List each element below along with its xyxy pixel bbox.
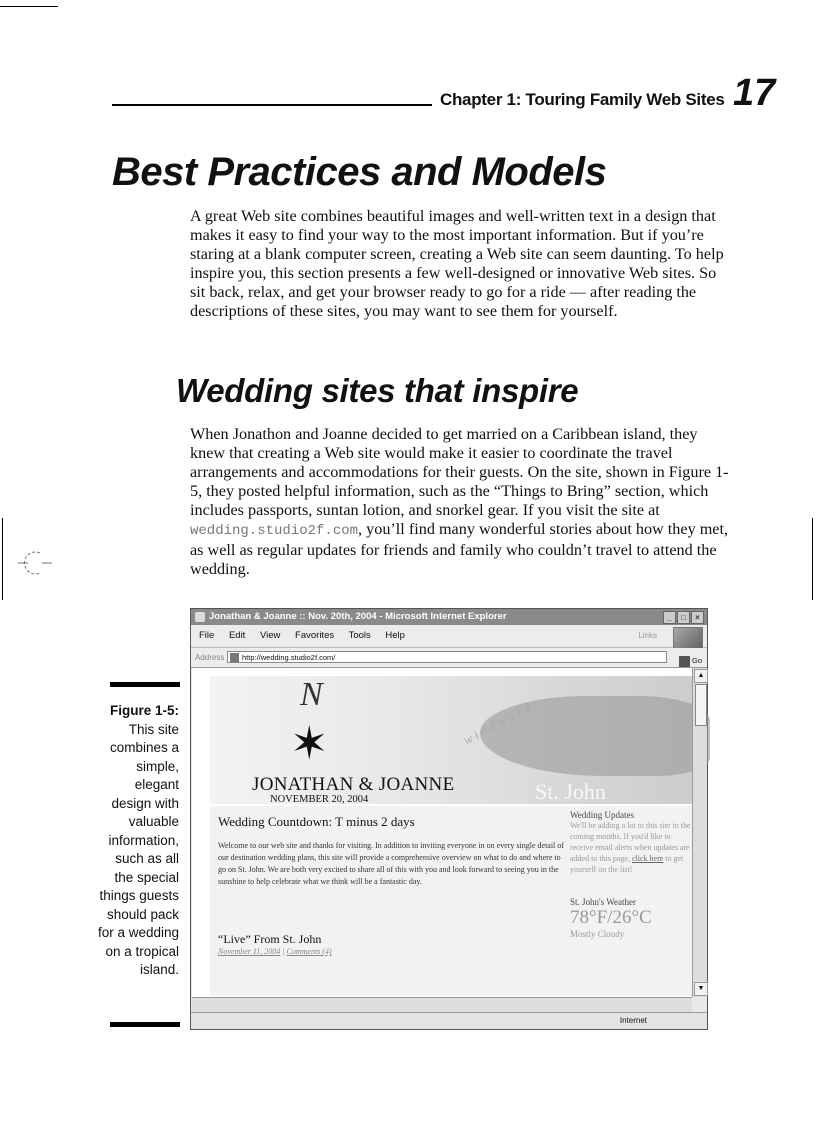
address-label: Address (195, 653, 225, 662)
intro-paragraph (190, 207, 730, 321)
menu-help[interactable]: Help (385, 630, 405, 641)
updates-body (570, 820, 695, 875)
subsection-heading: Wedding sites that inspire (176, 372, 579, 409)
registration-mark (14, 550, 54, 576)
maximize-icon[interactable]: □ (677, 611, 690, 624)
island-name: St. John (535, 779, 606, 804)
scroll-down-icon[interactable]: ▼ (694, 982, 708, 996)
scroll-up-icon[interactable]: ▲ (694, 669, 708, 683)
countdown-heading: Wedding Countdown: T minus 2 days (218, 814, 415, 829)
welcome-text: Welcome to our web site and thanks for visiting. In addition to inviting everyone in on every single detail of our destination wedding plans, this site will provide a comprehensive overview on what to do and where to go on St. John. We are both very excited to share all of this with you and look forward to seeing you in the sunshine to help celebrate what we think will be a fantastic day. (218, 841, 564, 886)
links-button[interactable]: Links (638, 631, 657, 640)
wedding-text-1: When Jonathon and Joanne decided to get married on a Caribbean island, they knew that creating a Web site would make it easier to coordinate the travel arrangements and accommodations for their guests. On the site, shown in Figure 1-5, they posted helpful information, such as the “Things to Bring” section, which includes passports, suntan lotion, and snorkel gear. If you visit the site at (190, 425, 729, 519)
scroll-thumb[interactable] (695, 684, 707, 726)
menu-bar (191, 625, 707, 648)
close-icon[interactable]: × (691, 611, 704, 624)
compass-letter: N (300, 676, 323, 713)
main-column (218, 806, 568, 956)
updates-tail: to get yourself on the list! (570, 854, 684, 874)
site-header (210, 676, 700, 804)
crop-mark-right-edge (812, 518, 813, 600)
page-number: 17 (733, 72, 776, 114)
live-post-date[interactable]: November 11, 2004 (218, 947, 281, 956)
wedding-text-2: , you’ll find many wonderful stories about how they met, as well as regular updates for friends and family who couldn’t travel to attend the wedding. (190, 520, 729, 578)
section-heading: Best Practices and Models (112, 150, 607, 194)
wedding-date: NOVEMBER 20, 2004 (270, 794, 369, 805)
go-label: Go (691, 656, 702, 665)
horizontal-scrollbar[interactable] (192, 997, 692, 1012)
live-post-comments[interactable]: Comments (4) (286, 947, 332, 956)
updates-title: Wedding Updates (570, 810, 635, 820)
live-post-meta: November 11, 2004 | Comments (4) (218, 947, 332, 956)
page-icon (230, 653, 239, 662)
wedding-paragraph (190, 425, 730, 579)
status-zone: Internet (619, 1016, 647, 1025)
weather-condition: Mostly Cloudy (570, 929, 625, 939)
address-bar (191, 648, 707, 668)
wedding-url[interactable]: wedding.studio2f.com (190, 523, 359, 539)
figure-caption (96, 702, 179, 980)
map-decoration: w i n d w a r d (460, 699, 534, 748)
live-post-title[interactable]: “Live” From St. John (218, 932, 322, 946)
couple-name: JONATHAN & JOANNE (252, 774, 455, 795)
crop-mark-left-edge (2, 518, 3, 600)
caption-text: This site combines a simple, elegant design with valuable information, such as all the special things guests should pack for a wedding on a tropical island. (97, 721, 179, 977)
page-viewport (192, 668, 692, 997)
caption-label: Figure 1-5: (109, 703, 179, 718)
browser-window (190, 608, 708, 1030)
menu-tools[interactable]: Tools (348, 630, 371, 641)
minimize-icon[interactable]: _ (663, 611, 676, 624)
caption-rule-bottom (110, 1022, 180, 1027)
updates-link[interactable]: click here (631, 854, 664, 863)
running-head: Chapter 1: Touring Family Web Sites (440, 90, 725, 109)
intro-text: A great Web site combines beautiful images and well-written text in a design that makes it easy to find your way to the most important information. But if you’re staring at a blank computer screen, creating a Web site can seem daunting. To help inspire you, this section presents a few well-designed or innovative Web sites. So sit back, relax, and get your browser ready to go for a ride — after reading the descriptions of these sites, you may want to see them for yourself. (190, 207, 724, 320)
vertical-scrollbar[interactable] (692, 668, 707, 997)
menu-edit[interactable]: Edit (228, 630, 246, 641)
running-head-rule (112, 104, 432, 106)
crop-mark-top-left (0, 6, 58, 7)
go-arrow-icon (679, 656, 690, 667)
sidebar (570, 806, 695, 939)
address-value: http://wedding.studio2f.com/ (242, 653, 336, 662)
address-input[interactable] (227, 651, 667, 663)
site-content (210, 806, 700, 996)
weather-temp: 78°F/26°C (570, 907, 652, 928)
menu-favorites[interactable]: Favorites (295, 630, 335, 641)
menu-file[interactable]: File (199, 630, 215, 641)
menu-view[interactable]: View (259, 630, 281, 641)
window-title: Jonathan & Joanne :: Nov. 20th, 2004 - Microsoft Internet Explorer (209, 611, 507, 622)
status-bar (191, 1012, 707, 1029)
compass-rose-icon: ✶ (290, 717, 329, 769)
weather-title: St. John's Weather (570, 897, 636, 907)
title-bar (191, 609, 707, 625)
updates-text: We'll be adding a lot to this site in the coming months. If you'd like to receive email alerts when updates are added to this page, (570, 821, 691, 863)
caption-rule-top (110, 682, 180, 687)
ie-icon (195, 612, 205, 622)
